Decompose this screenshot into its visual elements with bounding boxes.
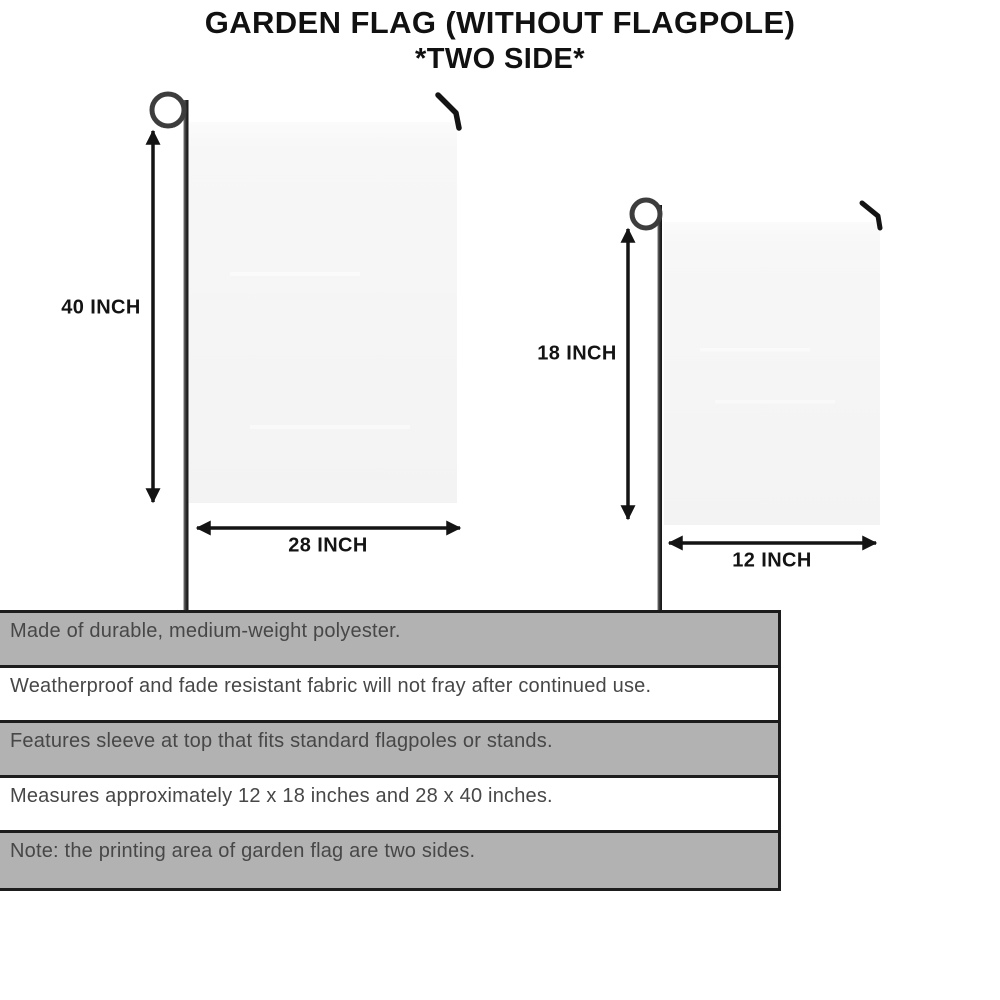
flag-crease [700, 348, 810, 352]
flag-crease [715, 400, 835, 404]
title-line-2: *TWO SIDE* [415, 42, 585, 75]
pole-loop-icon [152, 94, 184, 126]
pole-loop-icon [632, 200, 660, 228]
large-flag-width-label: 28 INCH [288, 534, 368, 557]
small-flag-height-label: 18 INCH [537, 342, 617, 365]
feature-row: Features sleeve at top that fits standard flagpoles or stands. [0, 723, 778, 778]
flag-crease [250, 425, 410, 429]
feature-row: Made of durable, medium-weight polyester. [0, 613, 778, 668]
small-flag-width-label: 12 INCH [732, 549, 812, 572]
feature-row: Note: the printing area of garden flag are two sides. [0, 833, 778, 888]
flag-crease [230, 272, 360, 276]
feature-row: Weatherproof and fade resistant fabric will not fray after continued use. [0, 668, 778, 723]
small-flagpole [658, 205, 663, 610]
feature-table [0, 610, 781, 891]
title-line-1: GARDEN FLAG (WITHOUT FLAGPOLE) [204, 5, 796, 40]
large-flag-group [152, 94, 460, 610]
feature-row: Measures approximately 12 x 18 inches and 28 x 40 inches. [0, 778, 778, 833]
small-flag-canvas [664, 222, 880, 525]
large-flagpole [184, 100, 189, 610]
large-flag-height-label: 40 INCH [61, 296, 141, 319]
large-flag-canvas [189, 122, 457, 503]
small-flag-group [628, 200, 880, 610]
